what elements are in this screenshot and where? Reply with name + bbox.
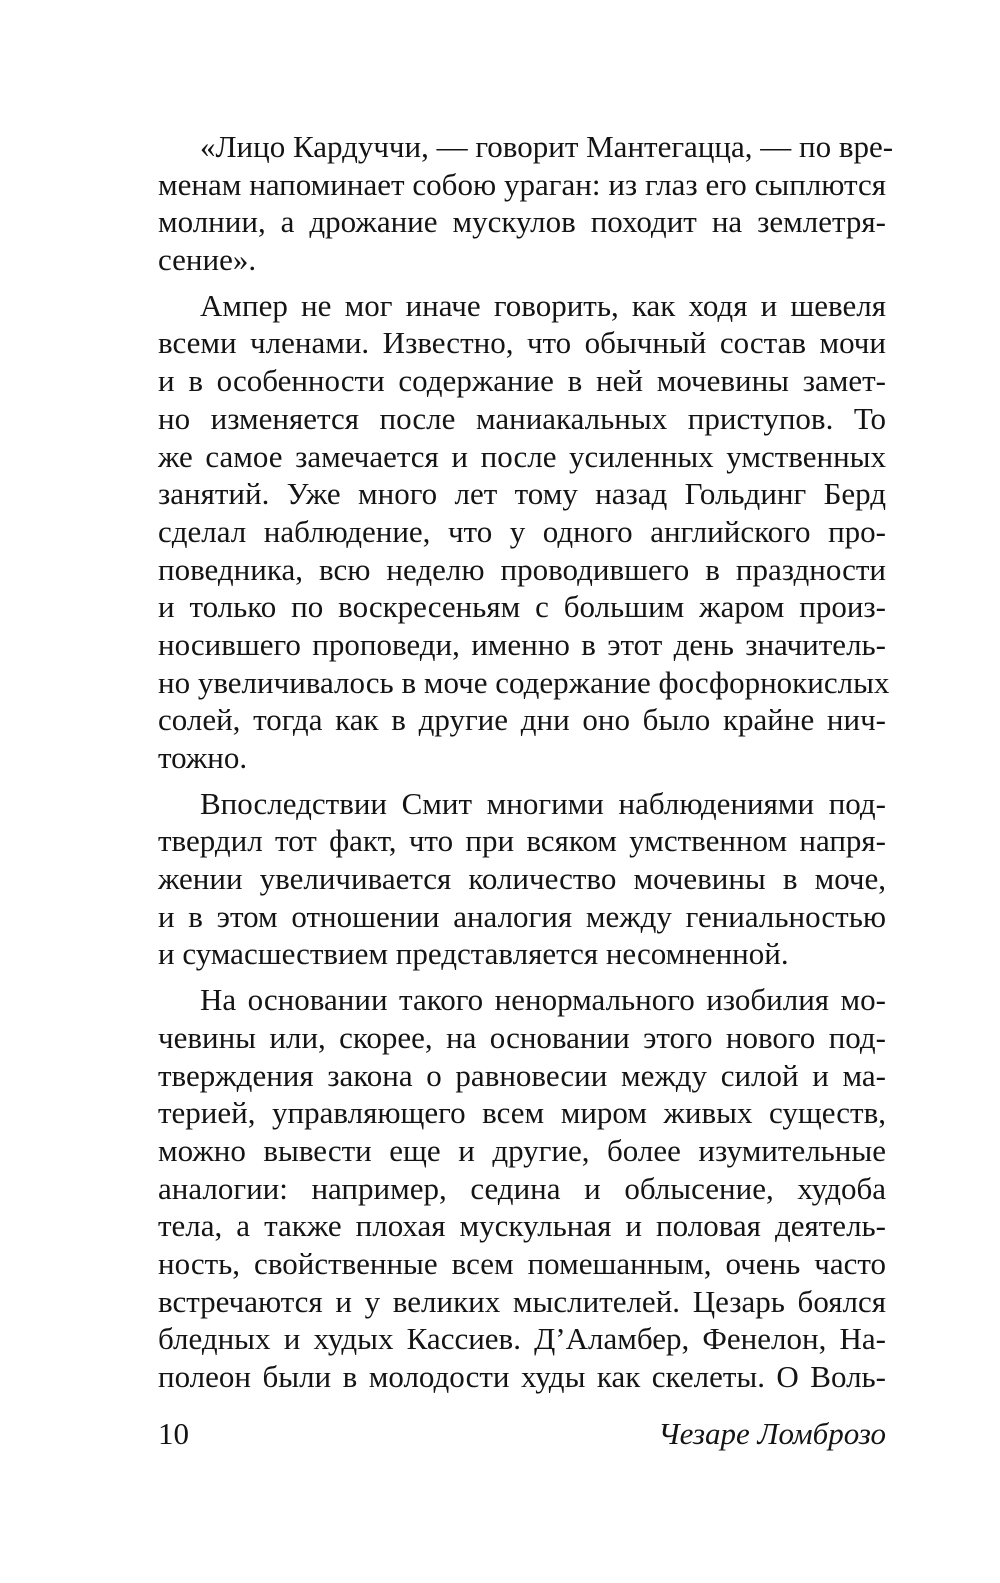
paragraph-1 bbox=[158, 128, 894, 279]
text-line: молнии, а дрожание мускулов походит на землетря- bbox=[158, 204, 886, 240]
paragraph-4 bbox=[158, 981, 886, 1396]
text-line: поведника, всю неделю проводившего в праздности bbox=[158, 551, 886, 587]
text-line: терией, управляющего всем миром живых существ, bbox=[158, 1095, 886, 1131]
text-line: «Лицо Кардуччи, — говорит Мантегацца, — по вре- bbox=[200, 129, 894, 164]
text-line: сделал наблюдение, что у одного английского про- bbox=[158, 513, 886, 549]
page-footer bbox=[158, 1416, 886, 1456]
text-line: встречаются и у великих мыслителей. Цезарь боялся bbox=[158, 1283, 886, 1319]
text-line: тожно. bbox=[158, 740, 248, 775]
text-line: тверждения закона о равновесии между силой и ма- bbox=[158, 1057, 886, 1093]
text-line: и в этом отношении аналогия между гениальностью bbox=[158, 898, 886, 934]
text-line: бледных и худых Кассиев. Д’Аламбер, Фенелон, На- bbox=[158, 1321, 886, 1357]
paragraph-3 bbox=[158, 785, 886, 973]
text-line: менам напоминает собою ураган: из глаз его сыплются bbox=[158, 166, 886, 202]
text-line: сение». bbox=[158, 242, 257, 278]
text-line: и только по воскресеньям с большим жаром произ- bbox=[158, 589, 886, 625]
page-number: 10 bbox=[158, 1416, 189, 1451]
text-line: аналогии: например, седина и облысение, худоба bbox=[158, 1170, 886, 1206]
text-line: жении увеличивается количество мочевины в моче, bbox=[158, 861, 886, 897]
running-title: Чезаре Ломброзо bbox=[658, 1416, 886, 1451]
text-line: чевины или, скорее, на основании этого нового под- bbox=[158, 1019, 886, 1055]
text-line: солей, тогда как в другие дни оно было крайне нич- bbox=[158, 702, 886, 738]
text-line: полеон были в молодости худы как скелеты. О Воль- bbox=[158, 1359, 886, 1394]
text-line: носившего проповеди, именно в этот день значитель- bbox=[158, 626, 886, 662]
text-line: можно вывести еще и другие, более изумительные bbox=[158, 1132, 886, 1168]
text-line: но увеличивалось в моче содержание фосфорнокислых bbox=[158, 664, 890, 700]
paragraph-2 bbox=[158, 287, 890, 777]
text-line: и в особенности содержание в ней мочевины замет- bbox=[158, 363, 886, 399]
text-line: На основании такого ненормального изобилия мо- bbox=[200, 982, 886, 1018]
text-line: Ампер не мог иначе говорить, как ходя и шевеля bbox=[200, 287, 886, 323]
text-line: же самое замечается и после усиленных умственных bbox=[158, 438, 886, 474]
page-body bbox=[158, 128, 894, 1396]
text-line: Впоследствии Смит многими наблюдениями под- bbox=[200, 785, 886, 821]
text-line: и сумасшествием представляется несомненной. bbox=[158, 936, 789, 972]
text-line: ность, свойственные всем помешанным, очень часто bbox=[158, 1245, 886, 1281]
text-line: твердил тот факт, что при всяком умственном напря- bbox=[158, 823, 886, 859]
text-line: но изменяется после маниакальных приступов. То bbox=[158, 400, 886, 436]
text-line: всеми членами. Известно, что обычный состав мочи bbox=[158, 325, 886, 361]
text-line: занятий. Уже много лет тому назад Гольдинг Берд bbox=[158, 476, 886, 512]
text-line: тела, а также плохая мускульная и половая деятель- bbox=[158, 1208, 886, 1244]
